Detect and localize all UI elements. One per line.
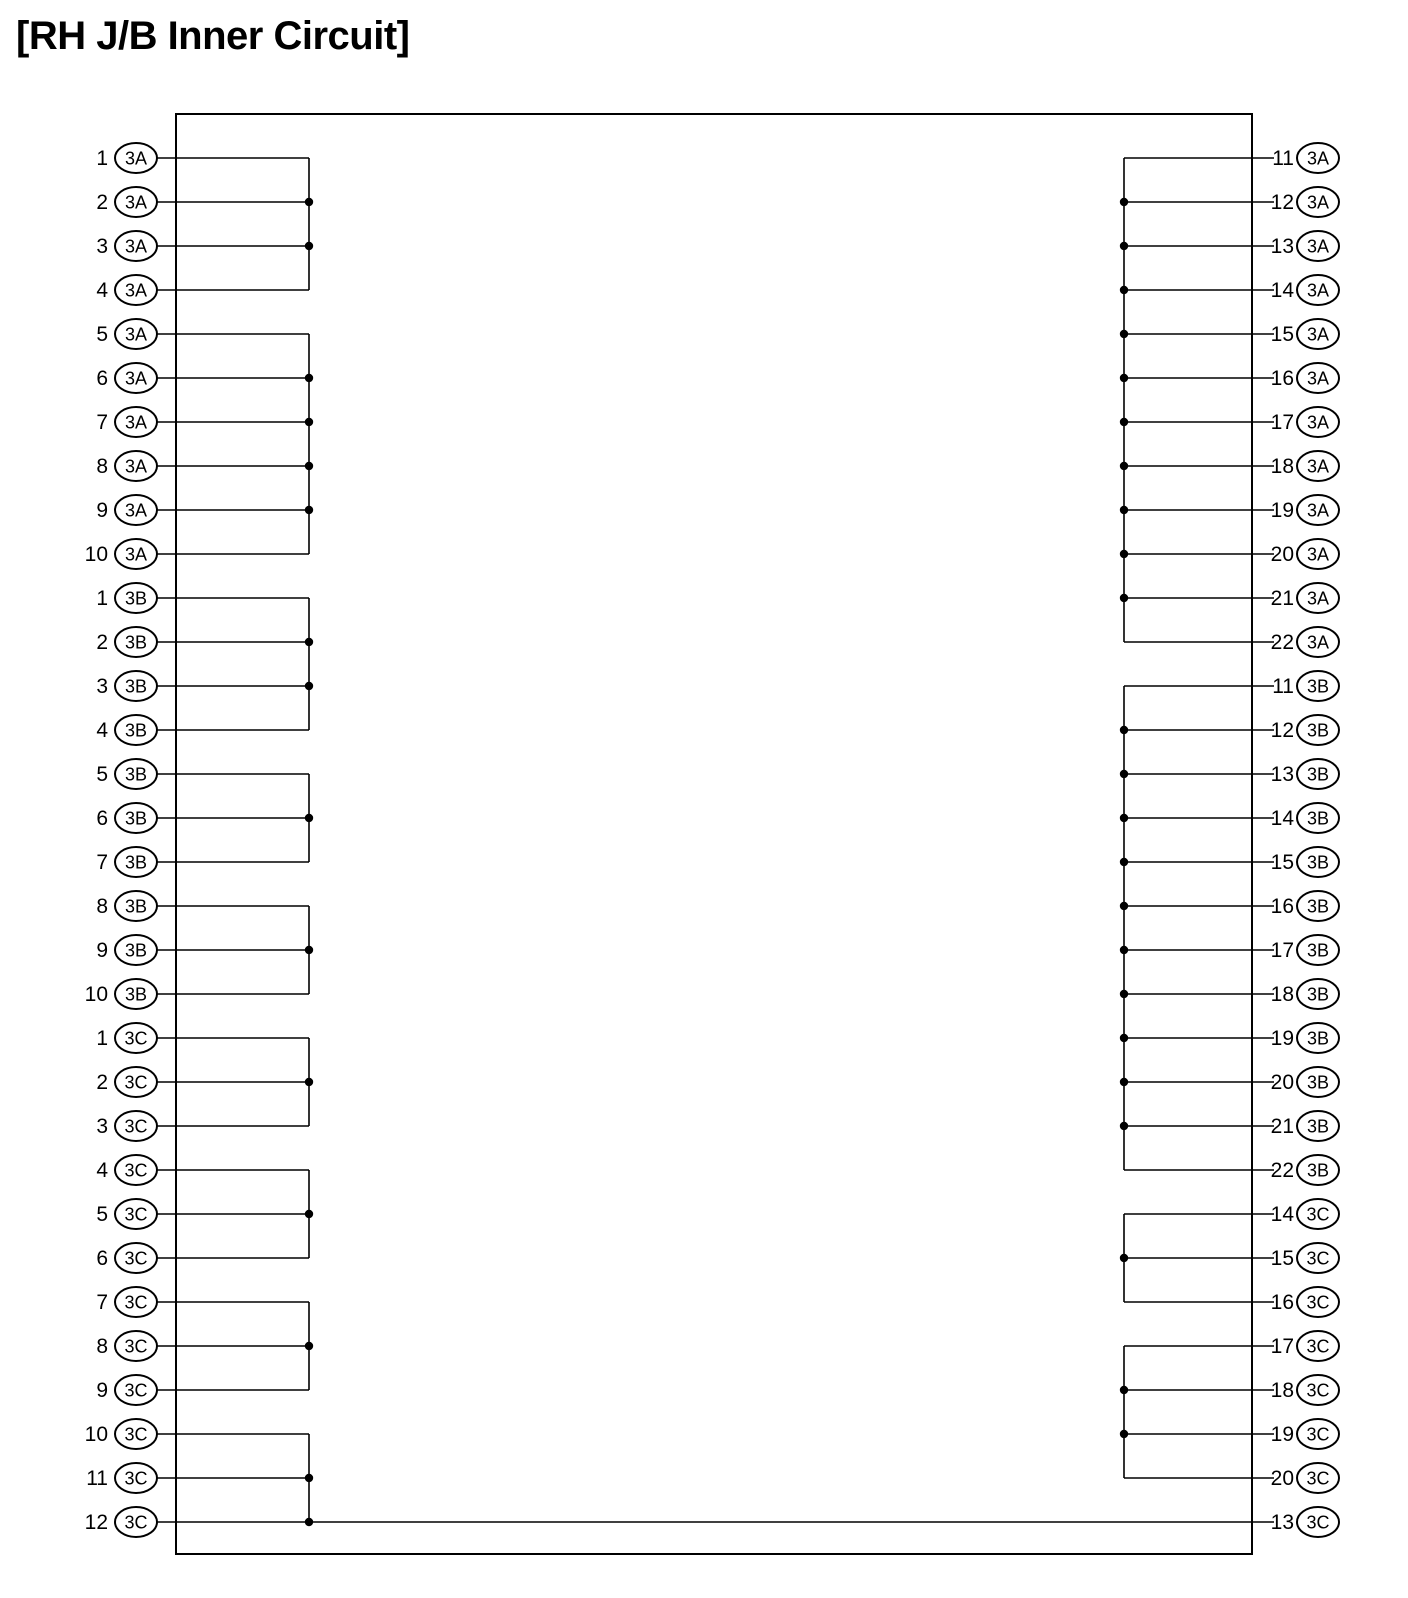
right-junction-dot bbox=[1120, 1430, 1128, 1438]
right-terminal bbox=[1252, 583, 1339, 613]
pin-number: 16 bbox=[1270, 895, 1294, 918]
connector-id: 3B bbox=[1306, 764, 1330, 785]
pin-number: 11 bbox=[86, 1467, 108, 1490]
right-junction-dot bbox=[1120, 770, 1128, 778]
left-terminal bbox=[96, 1199, 176, 1229]
right-terminal bbox=[1252, 1243, 1339, 1273]
connector-id: 3B bbox=[1306, 720, 1330, 741]
pin-number: 13 bbox=[1270, 1511, 1294, 1534]
left-junction-dot bbox=[305, 506, 313, 514]
pin-number: 14 bbox=[1270, 1203, 1294, 1226]
pin-number: 12 bbox=[1270, 191, 1294, 214]
connector-id: 3A bbox=[124, 368, 148, 389]
connector-id: 3C bbox=[1306, 1292, 1330, 1313]
pin-number: 6 bbox=[96, 807, 108, 830]
right-terminal bbox=[1252, 275, 1339, 305]
connector-id: 3A bbox=[1306, 500, 1330, 521]
left-terminal bbox=[96, 627, 176, 657]
right-junction-dot bbox=[1120, 1386, 1128, 1394]
left-terminal bbox=[96, 231, 176, 261]
right-terminal bbox=[1252, 319, 1339, 349]
connector-id: 3A bbox=[124, 456, 148, 477]
left-terminal bbox=[96, 407, 176, 437]
pin-number: 19 bbox=[1270, 1027, 1294, 1050]
connector-id: 3C bbox=[1306, 1424, 1330, 1445]
pin-number: 12 bbox=[1270, 719, 1294, 742]
connector-id: 3A bbox=[124, 324, 148, 345]
right-terminal bbox=[1252, 1331, 1339, 1361]
pin-number: 3 bbox=[96, 235, 108, 258]
connector-id: 3C bbox=[1306, 1380, 1330, 1401]
right-terminal bbox=[1252, 451, 1339, 481]
connector-id: 3B bbox=[1306, 1028, 1330, 1049]
junction-nodes bbox=[305, 198, 1128, 1526]
left-terminals bbox=[85, 143, 176, 1537]
left-terminal bbox=[96, 363, 176, 393]
pin-number: 1 bbox=[96, 587, 108, 610]
pin-number: 5 bbox=[96, 323, 108, 346]
right-terminal bbox=[1252, 979, 1339, 1009]
connector-id: 3A bbox=[1306, 192, 1330, 213]
right-terminal bbox=[1252, 715, 1339, 745]
pin-number: 18 bbox=[1270, 455, 1294, 478]
connector-id: 3A bbox=[1306, 456, 1330, 477]
pin-number: 10 bbox=[84, 543, 108, 566]
connector-id: 3B bbox=[124, 808, 148, 829]
pin-number: 19 bbox=[1270, 1423, 1294, 1446]
connector-id: 3C bbox=[1306, 1336, 1330, 1357]
left-terminal bbox=[96, 1023, 176, 1053]
pin-number: 11 bbox=[1272, 675, 1294, 698]
pin-number: 8 bbox=[96, 895, 108, 918]
pin-number: 17 bbox=[1270, 411, 1294, 434]
right-junction-dot bbox=[1120, 1254, 1128, 1262]
pin-number: 10 bbox=[84, 1423, 108, 1446]
junction-block-outline bbox=[176, 114, 1252, 1554]
left-terminal bbox=[85, 1507, 176, 1537]
connector-id: 3B bbox=[124, 764, 148, 785]
connector-id: 3A bbox=[1306, 544, 1330, 565]
connector-id: 3A bbox=[1306, 148, 1330, 169]
connector-id: 3C bbox=[124, 1160, 148, 1181]
pin-number: 2 bbox=[96, 631, 108, 654]
diagram-title: [RH J/B Inner Circuit] bbox=[16, 14, 410, 58]
pin-number: 22 bbox=[1270, 1159, 1294, 1182]
right-terminal bbox=[1252, 1507, 1339, 1537]
right-terminal bbox=[1252, 539, 1339, 569]
left-junction-dot bbox=[305, 682, 313, 690]
left-terminal bbox=[96, 495, 176, 525]
right-junction-dot bbox=[1120, 242, 1128, 250]
pin-number: 20 bbox=[1270, 543, 1294, 566]
left-junction-dot bbox=[305, 1342, 313, 1350]
connector-id: 3C bbox=[124, 1336, 148, 1357]
left-terminal bbox=[86, 1463, 176, 1493]
left-terminal bbox=[96, 451, 176, 481]
right-junction-dot bbox=[1120, 814, 1128, 822]
right-junction-dot bbox=[1120, 1122, 1128, 1130]
left-junction-dot bbox=[305, 374, 313, 382]
left-terminal bbox=[96, 935, 176, 965]
right-terminal bbox=[1252, 1155, 1339, 1185]
pin-number: 3 bbox=[96, 1115, 108, 1138]
right-terminal bbox=[1252, 1067, 1339, 1097]
left-terminal bbox=[96, 275, 176, 305]
left-terminal bbox=[96, 759, 176, 789]
connector-id: 3B bbox=[1306, 808, 1330, 829]
left-terminal bbox=[96, 803, 176, 833]
right-terminal bbox=[1252, 847, 1339, 877]
connector-id: 3C bbox=[124, 1116, 148, 1137]
pin-number: 6 bbox=[96, 367, 108, 390]
left-terminal bbox=[96, 319, 176, 349]
right-terminal bbox=[1252, 1199, 1339, 1229]
pin-number: 9 bbox=[96, 939, 108, 962]
pin-number: 18 bbox=[1270, 1379, 1294, 1402]
connector-id: 3B bbox=[1306, 984, 1330, 1005]
right-terminal bbox=[1252, 935, 1339, 965]
connector-id: 3B bbox=[1306, 940, 1330, 961]
connector-id: 3A bbox=[1306, 588, 1330, 609]
pin-number: 6 bbox=[96, 1247, 108, 1270]
pin-number: 9 bbox=[96, 499, 108, 522]
pin-number: 1 bbox=[96, 1027, 108, 1050]
connector-id: 3C bbox=[124, 1380, 148, 1401]
right-junction-dot bbox=[1120, 550, 1128, 558]
pin-number: 14 bbox=[1270, 807, 1294, 830]
pin-number: 15 bbox=[1270, 1247, 1294, 1270]
pin-number: 22 bbox=[1270, 631, 1294, 654]
connector-id: 3A bbox=[1306, 236, 1330, 257]
connector-id: 3C bbox=[124, 1424, 148, 1445]
left-junction-dot bbox=[305, 814, 313, 822]
left-terminal bbox=[96, 1111, 176, 1141]
left-terminal bbox=[96, 1287, 176, 1317]
connector-id: 3A bbox=[1306, 368, 1330, 389]
pin-number: 4 bbox=[96, 719, 108, 742]
pin-number: 19 bbox=[1270, 499, 1294, 522]
connector-id: 3C bbox=[1306, 1248, 1330, 1269]
left-junction-dot bbox=[305, 418, 313, 426]
right-junction-dot bbox=[1120, 990, 1128, 998]
right-terminal bbox=[1252, 1111, 1339, 1141]
wires bbox=[176, 158, 1252, 1522]
connector-id: 3C bbox=[124, 1248, 148, 1269]
right-junction-dot bbox=[1120, 946, 1128, 954]
pin-number: 7 bbox=[96, 1291, 108, 1314]
right-terminal bbox=[1252, 891, 1339, 921]
left-terminal bbox=[96, 1331, 176, 1361]
right-terminal bbox=[1252, 1023, 1339, 1053]
left-terminal bbox=[96, 671, 176, 701]
connector-id: 3C bbox=[1306, 1204, 1330, 1225]
connector-id: 3B bbox=[124, 676, 148, 697]
through-wire-junction-dot bbox=[305, 1518, 313, 1526]
left-terminal bbox=[96, 715, 176, 745]
pin-number: 15 bbox=[1270, 323, 1294, 346]
connector-id: 3A bbox=[124, 280, 148, 301]
right-junction-dot bbox=[1120, 374, 1128, 382]
connector-id: 3B bbox=[124, 632, 148, 653]
left-junction-dot bbox=[305, 1078, 313, 1086]
pin-number: 5 bbox=[96, 763, 108, 786]
right-terminal bbox=[1252, 803, 1339, 833]
left-terminal bbox=[96, 1155, 176, 1185]
right-terminal bbox=[1252, 1287, 1339, 1317]
right-terminal bbox=[1252, 671, 1339, 701]
right-junction-dot bbox=[1120, 462, 1128, 470]
connector-id: 3B bbox=[1306, 852, 1330, 873]
right-terminal bbox=[1252, 1419, 1339, 1449]
left-terminal bbox=[85, 979, 176, 1009]
pin-number: 13 bbox=[1270, 763, 1294, 786]
connector-id: 3C bbox=[124, 1292, 148, 1313]
connector-id: 3C bbox=[124, 1204, 148, 1225]
left-terminal bbox=[96, 1067, 176, 1097]
right-terminal bbox=[1252, 1463, 1339, 1493]
connector-id: 3A bbox=[1306, 632, 1330, 653]
right-terminal bbox=[1252, 407, 1339, 437]
left-terminal bbox=[96, 1375, 176, 1405]
connector-id: 3C bbox=[1306, 1512, 1330, 1533]
pin-number: 8 bbox=[96, 455, 108, 478]
right-terminal bbox=[1252, 495, 1339, 525]
left-terminal bbox=[85, 1419, 176, 1449]
right-terminal bbox=[1252, 759, 1339, 789]
left-terminal bbox=[96, 1243, 176, 1273]
right-junction-dot bbox=[1120, 418, 1128, 426]
left-junction-dot bbox=[305, 1210, 313, 1218]
connector-id: 3A bbox=[124, 544, 148, 565]
pin-number: 8 bbox=[96, 1335, 108, 1358]
right-junction-dot bbox=[1120, 1034, 1128, 1042]
pin-number: 21 bbox=[1270, 1115, 1294, 1138]
left-terminal bbox=[96, 187, 176, 217]
connector-id: 3B bbox=[124, 588, 148, 609]
pin-number: 1 bbox=[96, 147, 108, 170]
connector-id: 3C bbox=[124, 1072, 148, 1093]
right-terminals bbox=[1252, 143, 1339, 1537]
connector-id: 3B bbox=[124, 896, 148, 917]
right-terminal bbox=[1252, 363, 1339, 393]
connector-id: 3A bbox=[1306, 324, 1330, 345]
pin-number: 9 bbox=[96, 1379, 108, 1402]
connector-id: 3A bbox=[124, 148, 148, 169]
pin-number: 13 bbox=[1270, 235, 1294, 258]
pin-number: 12 bbox=[84, 1511, 108, 1534]
pin-number: 4 bbox=[96, 279, 108, 302]
left-terminal bbox=[96, 583, 176, 613]
pin-number: 5 bbox=[96, 1203, 108, 1226]
left-terminal bbox=[96, 891, 176, 921]
left-junction-dot bbox=[305, 242, 313, 250]
pin-number: 7 bbox=[96, 851, 108, 874]
connector-id: 3A bbox=[124, 500, 148, 521]
right-junction-dot bbox=[1120, 726, 1128, 734]
left-junction-dot bbox=[305, 946, 313, 954]
connector-id: 3C bbox=[1306, 1468, 1330, 1489]
right-junction-dot bbox=[1120, 286, 1128, 294]
right-terminal bbox=[1252, 1375, 1339, 1405]
left-terminal bbox=[96, 847, 176, 877]
pin-number: 16 bbox=[1270, 367, 1294, 390]
pin-number: 4 bbox=[96, 1159, 108, 1182]
pin-number: 3 bbox=[96, 675, 108, 698]
pin-number: 2 bbox=[96, 191, 108, 214]
connector-id: 3A bbox=[124, 236, 148, 257]
right-terminal bbox=[1252, 231, 1339, 261]
connector-id: 3B bbox=[1306, 1160, 1330, 1181]
left-junction-dot bbox=[305, 198, 313, 206]
pin-number: 16 bbox=[1270, 1291, 1294, 1314]
right-terminal bbox=[1252, 627, 1339, 657]
pin-number: 20 bbox=[1270, 1467, 1294, 1490]
pin-number: 2 bbox=[96, 1071, 108, 1094]
connector-id: 3A bbox=[124, 192, 148, 213]
pin-number: 10 bbox=[84, 983, 108, 1006]
connector-id: 3B bbox=[1306, 676, 1330, 697]
left-junction-dot bbox=[305, 638, 313, 646]
connector-id: 3B bbox=[124, 720, 148, 741]
connector-id: 3B bbox=[124, 940, 148, 961]
right-junction-dot bbox=[1120, 594, 1128, 602]
left-junction-dot bbox=[305, 1474, 313, 1482]
pin-number: 21 bbox=[1270, 587, 1294, 610]
connector-id: 3B bbox=[1306, 1116, 1330, 1137]
pin-number: 18 bbox=[1270, 983, 1294, 1006]
pin-number: 7 bbox=[96, 411, 108, 434]
pin-number: 11 bbox=[1272, 147, 1294, 170]
pin-number: 17 bbox=[1270, 939, 1294, 962]
pin-number: 14 bbox=[1270, 279, 1294, 302]
right-junction-dot bbox=[1120, 198, 1128, 206]
left-junction-dot bbox=[305, 462, 313, 470]
connector-id: 3A bbox=[124, 412, 148, 433]
connector-id: 3B bbox=[1306, 896, 1330, 917]
connector-id: 3A bbox=[1306, 412, 1330, 433]
right-junction-dot bbox=[1120, 506, 1128, 514]
connector-id: 3B bbox=[124, 852, 148, 873]
connector-id: 3B bbox=[124, 984, 148, 1005]
connector-id: 3B bbox=[1306, 1072, 1330, 1093]
left-terminal bbox=[85, 539, 176, 569]
connector-id: 3C bbox=[124, 1028, 148, 1049]
pin-number: 15 bbox=[1270, 851, 1294, 874]
right-junction-dot bbox=[1120, 858, 1128, 866]
right-terminal bbox=[1252, 143, 1339, 173]
pin-number: 20 bbox=[1270, 1071, 1294, 1094]
connector-id: 3C bbox=[124, 1512, 148, 1533]
left-terminal bbox=[96, 143, 176, 173]
connector-id: 3C bbox=[124, 1468, 148, 1489]
connector-id: 3A bbox=[1306, 280, 1330, 301]
pin-number: 17 bbox=[1270, 1335, 1294, 1358]
right-terminal bbox=[1252, 187, 1339, 217]
right-junction-dot bbox=[1120, 902, 1128, 910]
right-junction-dot bbox=[1120, 1078, 1128, 1086]
right-junction-dot bbox=[1120, 330, 1128, 338]
